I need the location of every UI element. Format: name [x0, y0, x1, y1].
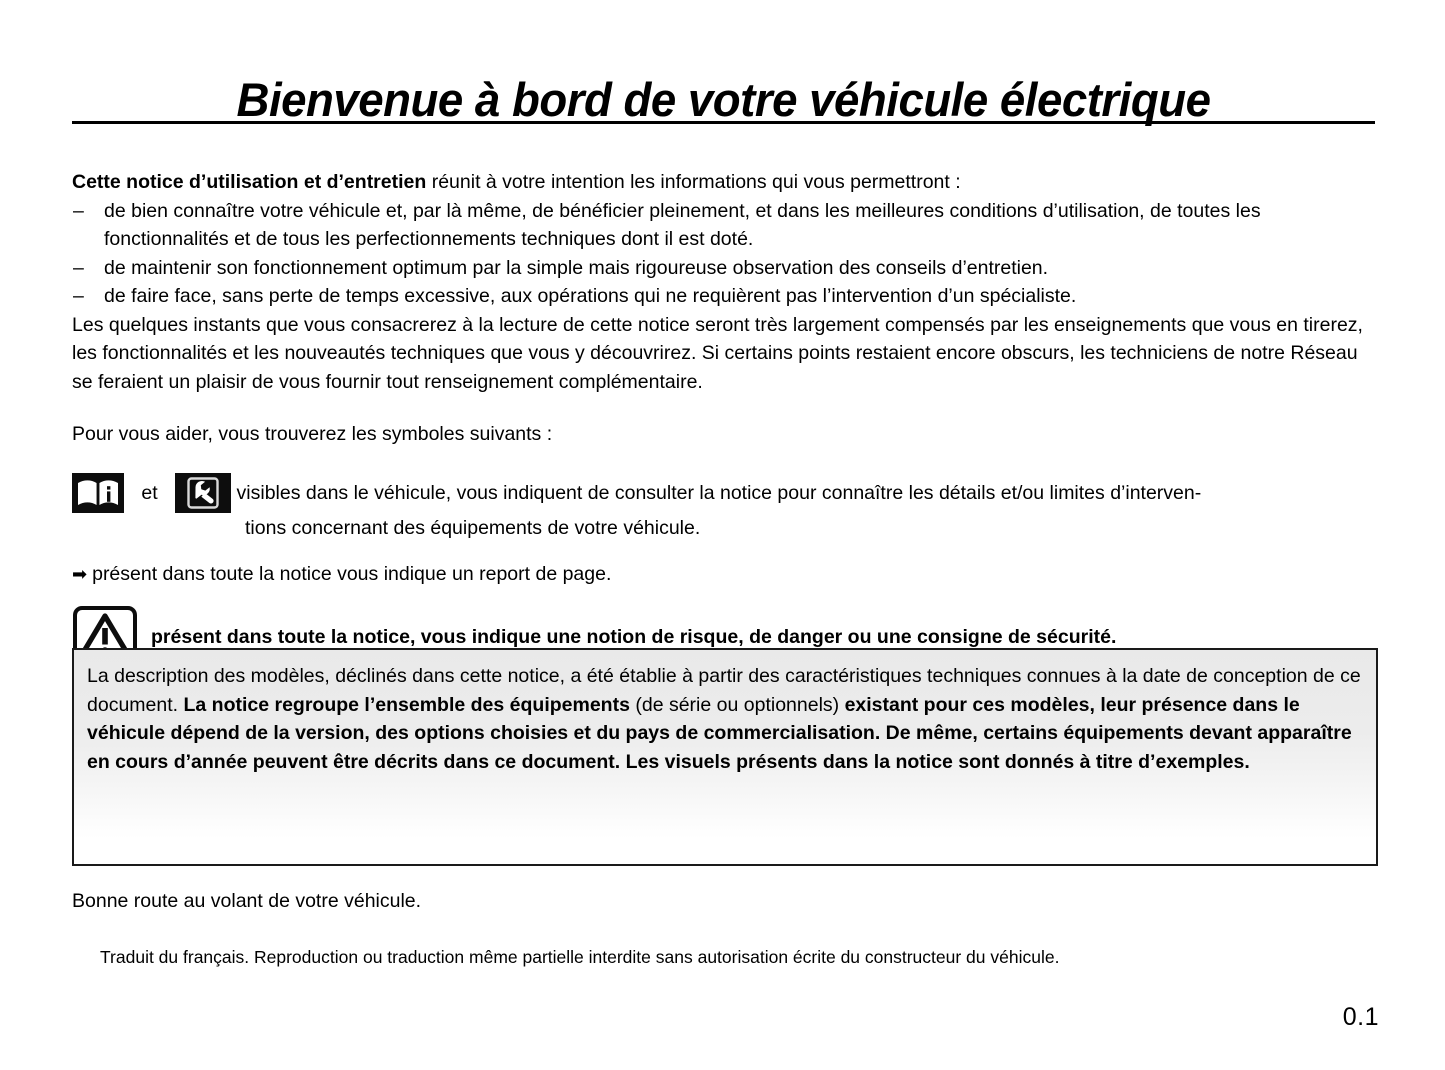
symbols-description-line2: tions concernant des équipements de votre véhicule.	[245, 517, 701, 540]
intro-lead-paragraph	[72, 168, 1378, 197]
symbols-description-line2-row	[72, 513, 1378, 543]
wrench-service-icon	[175, 473, 231, 513]
notice-disclaimer-box	[72, 648, 1378, 866]
intro-lead-bold: Cette notice d’utilisation et d’entretien	[72, 171, 427, 193]
intro-bullet-list	[72, 197, 1378, 311]
notice-segment: La description des modèles, déclinés dans cette notice, a été établie à partir des caractéristiques techniques connues à la date de conception de ce document.	[87, 665, 1361, 716]
symbols-description-block	[72, 473, 1378, 544]
dash-bullet-marker: –	[73, 199, 84, 222]
symbols-icons-line	[72, 473, 1378, 514]
spacer	[72, 396, 1378, 420]
page-number: 0.1	[1342, 1003, 1379, 1031]
page-title: Bienvenue à bord de votre véhicule électrique	[236, 73, 1211, 126]
page-reference-symbol-label: présent dans toute la notice vous indique un report de page.	[92, 563, 612, 586]
page-reference-symbol-row	[72, 560, 1378, 589]
page-title-block	[72, 62, 1375, 124]
right-arrow-icon: ➡	[72, 564, 88, 586]
notice-segment: La notice regroupe l’ensemble des équipements	[183, 693, 630, 716]
translation-notice: Traduit du français. Reproduction ou traduction même partielle interdite sans autorisation écrite du constructeur du véhicule.	[100, 947, 1060, 967]
intro-body-paragraph: Les quelques instants que vous consacrerez à la lecture de cette notice seront très largement compensés par les enseignements que vous en tirerez, les fonctionnalités et les nouveautés techniques que vous y découvrirez. Si certains points restaient encore obscurs, les techniciens de notre Réseau se feraient un plaisir de vous fournir tout renseignement complémentaire.	[72, 313, 1363, 393]
spacer	[72, 589, 1378, 606]
book-info-icon	[72, 473, 124, 513]
list-item-label: de bien connaître votre véhicule et, par là même, de bénéficier pleinement, et dans les meilleures conditions d’utilisation, de toutes les fonctionnalités et de tous les perfectionnements techniques dont il est doté.	[104, 199, 1261, 250]
notice-disclaimer-text	[74, 650, 1376, 776]
closing-line: Bonne route au volant de votre véhicule.	[72, 890, 422, 912]
notice-segment: (de série ou optionnels)	[629, 693, 845, 716]
spacer	[72, 543, 1378, 560]
dash-bullet-marker: –	[73, 256, 84, 279]
notice-segment: existant pour ces modèles, leur présence dans le véhicule dépend de la version, des options choisies et du pays de commercialisation. De même, certains équipements devant apparaître en cours d’année peuvent être décrits dans ce document.	[87, 693, 1352, 773]
symbols-conjunction-label: et	[141, 482, 158, 505]
intro-lead-rest: réunit à votre intention les informations qui vous permettront :	[426, 171, 961, 193]
main-content	[72, 168, 1378, 668]
list-item	[72, 254, 1378, 283]
list-item	[72, 282, 1378, 311]
symbols-description-line1: visibles dans le véhicule, vous indiquent de consulter la notice pour connaître les détails et/ou limites d’interven-	[236, 481, 1202, 504]
list-item-label: de faire face, sans perte de temps excessive, aux opérations qui ne requièrent pas l’intervention d’un spécialiste.	[104, 285, 1077, 307]
warning-symbol-label: présent dans toute la notice, vous indique une notion de risque, de danger ou une consigne de sécurité.	[151, 626, 1117, 649]
spacer	[72, 449, 1378, 473]
notice-segment: Les visuels présents dans la notice sont donnés à titre d’exemples.	[625, 750, 1250, 773]
dash-bullet-marker: –	[73, 285, 84, 307]
list-item	[72, 197, 1378, 254]
list-item-label: de maintenir son fonctionnement optimum par la simple mais rigoureuse observation des conseils d’entretien.	[104, 256, 1049, 279]
symbols-intro-paragraph: Pour vous aider, vous trouverez les symboles suivants :	[72, 423, 553, 445]
